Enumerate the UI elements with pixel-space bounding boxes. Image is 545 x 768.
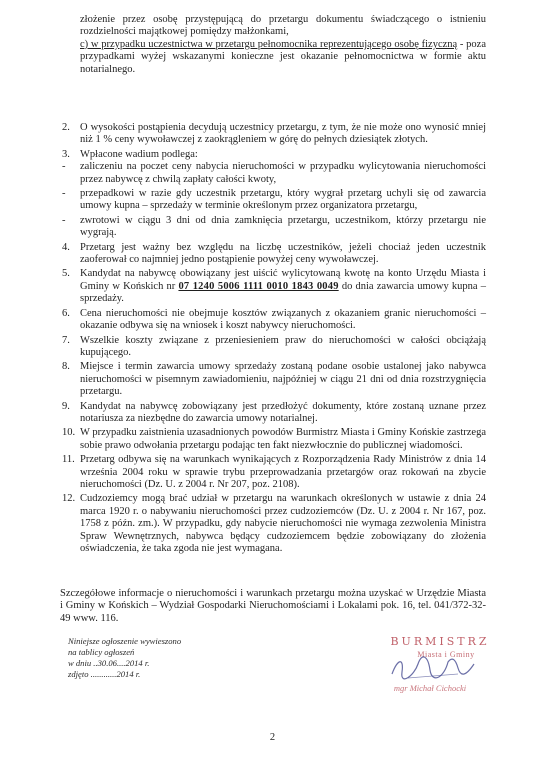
condition-item	[62, 361, 486, 398]
item-text: Przetarg odbywa się na warunkach wynikających z Rozporządzenia Rady Ministrów z dnia 14 września 2004 roku w sprawie trybu przeprowadzania przetargów oraz rokowań na zbycie nieruchomości (Dz. U. z 2004 r. Nr 207, poz. 2108).	[80, 454, 486, 490]
wadium-point: - zaliczeniu na poczet ceny nabycia nieruchomości w przypadku wylicytowania nieruchomości przez nabywcę z chwilą zapłaty całości kwoty,	[62, 161, 486, 185]
item-number: 2.	[62, 122, 70, 133]
condition-item	[62, 400, 486, 426]
notice-line: na tablicy ogłoszeń	[68, 647, 135, 657]
stamp-title: BURMISTRZ	[390, 635, 490, 648]
condition-item	[62, 427, 486, 452]
handwritten-signature	[388, 652, 478, 682]
notice-line: Niniejsze ogłoszenie wywieszono	[68, 636, 182, 646]
item-number: 4.	[62, 241, 70, 253]
item-number: 6.	[62, 307, 70, 319]
condition-item	[62, 241, 486, 267]
proxy-clause-rest: - poza przypadkami wyżej wskazanymi konieczne jest okazanie pełnomocnictwa w formie aktu notarialnego.	[80, 38, 486, 75]
closing-paragraph: Szczegółowe informacje o nieruchomości i warunkach przetargu można uzyskać w Urzędzie Miasta i Gminy w Końskich – Wydział Gospodarki Nieruchomościami i Lokalami pok. 16, tel. 041/372-32-49 www. 116.	[60, 588, 486, 624]
item-number: 5.	[62, 268, 70, 280]
notice-date-posted: w dniu ..30.06....2014 r.	[68, 658, 150, 668]
condition-item	[62, 122, 486, 147]
wadium-list	[62, 161, 486, 239]
item-text: Kandydat na nabywcę zobowiązany jest przedłożyć dokumenty, które zostaną uznane przez notariusza za niezbędne do zawarcia umowy notarialnej.	[80, 400, 486, 424]
condition-item	[62, 148, 486, 240]
condition-item: 5. Kandydat na nabywcę obowiązany jest uiścić wylicytowaną kwotę na konto Urzędu Miasta i Gminy w Końskich nr 07 1240 5006 1111 0010 1843 0049 do dnia zawarcia umowy kupna – sprzedaży.	[62, 268, 487, 305]
intro-continuation	[80, 14, 486, 76]
item-text: O wysokości postąpienia decydują uczestnicy przetargu, z tym, że nie może ono wynosić mniej niż 1 % ceny wywoławczej z zaokrągleniem w górę do pełnych dziesiątek złotych.	[80, 122, 486, 146]
item-text: Kandydat na nabywcę obowiązany jest uiścić wylicytowaną kwotę na konto Urzędu Miasta i Gminy w Końskich nr	[80, 268, 486, 292]
item-number: 7.	[62, 334, 70, 346]
proxy-clause: c) w przypadku uczestnictwa w przetargu pełnomocnika reprezentującego osobę fizyczną	[80, 38, 458, 50]
condition-item	[62, 334, 486, 360]
intro-paragraph-1: złożenie przez osobę przystępującą do przetargu dokumentu świadczącego o istnieniu rozdzielności majątkowej pomiędzy małżonkami,	[80, 14, 486, 38]
posting-notice	[68, 636, 248, 680]
intro-paragraph-2	[80, 39, 486, 76]
item-number: 9.	[62, 400, 70, 412]
wadium-point: - przepadkowi w razie gdy uczestnik przetargu, który wygrał przetarg uchyli się od zawarcia umowy kupna – sprzedaży w terminie określonym przez organizatora przetargu,	[62, 188, 486, 212]
item-text: Wpłacone wadium podlega:	[80, 148, 198, 160]
item-number: 3.	[62, 148, 70, 160]
notice-date-removed: zdjęto ............2014 r.	[68, 669, 141, 679]
condition-item	[62, 493, 486, 555]
item-text: Miejsce i termin zawarcia umowy sprzedaży zostaną podane osobie ustalonej jako nabywca nieruchomości w pisemnym zawiadomieniu, najpóźniej w ciągu 21 dni od dnia rozstrzygnięcia przetargu.	[80, 361, 486, 398]
item-text: Wszelkie koszty związane z przeniesieniem praw do nieruchomości w całości obciążają kupującego.	[80, 334, 486, 358]
mayor-stamp	[360, 636, 500, 716]
item-number: 10.	[62, 427, 76, 439]
conditions-list	[62, 122, 487, 557]
condition-item	[62, 307, 486, 333]
item-text: W przypadku zaistnienia uzasadnionych powodów Burmistrz Miasta i Gminy Końskie zastrzega sobie prawo odwołania przetargu podając ten fakt niezwłocznie do publicznej wiadomości.	[80, 427, 486, 451]
item-text: Cena nieruchomości nie obejmuje kosztów związanych z okazaniem granic nieruchomości – okazanie odbywa się na wniosek i koszt nabywcy nieruchomości.	[80, 307, 486, 332]
condition-item	[62, 454, 486, 491]
stamp-name: mgr Michał Cichocki	[393, 683, 467, 693]
item-text: Cudzoziemcy mogą brać udział w przetargu na warunkach określonych w ustawie z dnia 24 marca 1920 r. o nabywaniu nieruchomości przez cudzoziemców (Dz. U. z 2004 r. Nr 167, poz. 1758 z późn. zm.). W przypadku, gdy nabycie nieruchomości nie wymaga zezwolenia Ministra Spraw Wewnętrznych, nabywca będący cudzoziemcem będzie zobowiązany do złożenia oświadczenia, że taka zgoda nie jest wymagana.	[80, 493, 486, 554]
item-number: 12.	[62, 493, 76, 505]
bank-account-number: 07 1240 5006 1111 0010 1843 0049	[178, 280, 339, 292]
item-number: 11.	[62, 454, 75, 466]
page-number: 2	[269, 732, 276, 743]
item-number: 8.	[62, 361, 70, 373]
item-text: Przetarg jest ważny bez względu na liczbę uczestników, jeżeli chociaż jeden uczestnik zaoferował co najmniej jedno postąpienie powyżej ceny wywoławczej.	[80, 241, 486, 266]
wadium-point: - zwrotowi w ciągu 3 dni od dnia zamknięcia przetargu, uczestnikom, którzy przetargu nie wygrają.	[62, 214, 486, 239]
stamp-subtitle: Miasta i Gminy	[417, 650, 475, 659]
